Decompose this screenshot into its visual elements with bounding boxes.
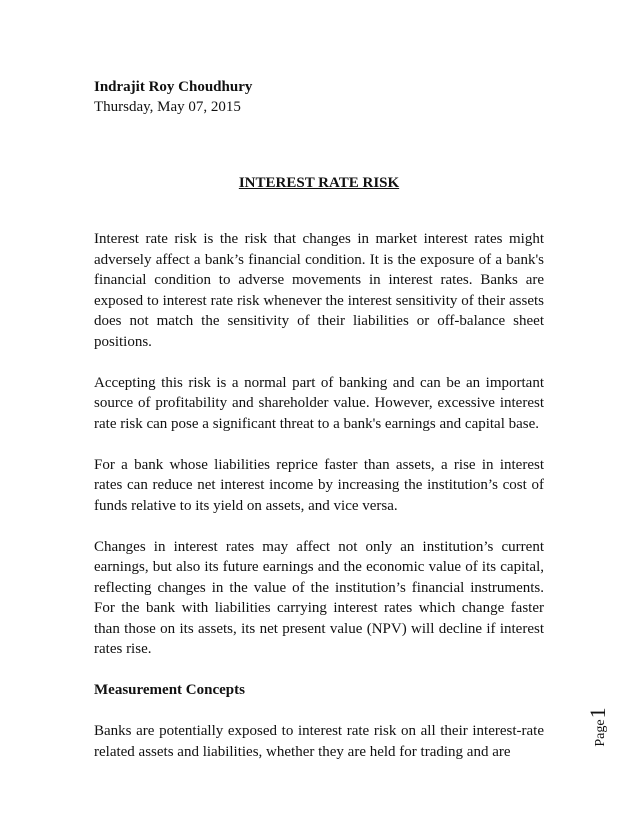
paragraph: For a bank whose liabilities reprice faster than assets, a rise in interest rates can reduce net interest income by increasing the institution’s cost of funds relative to its yield on assets, and vice versa. (94, 456, 544, 514)
document-date: Thursday, May 07, 2015 (94, 99, 241, 115)
page-number-marker (571, 700, 625, 754)
document-title: INTEREST RATE RISK (238, 175, 400, 191)
paragraph: Changes in interest rates may affect not only an institution’s current earnings, but also its future earnings and the economic value of its capital, reflecting changes in the value of the institution’s financial instruments. For the bank with liabilities carrying interest rates which change faster than those on its assets, its net present value (NPV) will decline if interest rates rise. (94, 538, 544, 657)
paragraph: Interest rate risk is the risk that changes in market interest rates might adversely affect a bank’s financial condition. It is the exposure of a bank's financial condition to adverse movements in interest rates. Banks are exposed to interest rate risk whenever the interest sensitivity of their assets does not match the sensitivity of their liabilities or off-balance sheet positions. (94, 231, 544, 350)
section-heading: Measurement Concepts (94, 682, 245, 698)
paragraph: Banks are potentially exposed to interest rate risk on all their interest-rate related assets and liabilities, whether they are held for trading and are (94, 723, 544, 760)
page-number: 1 (585, 707, 610, 719)
author-name: Indrajit Roy Choudhury (94, 79, 253, 95)
page-label: Page (593, 719, 608, 747)
paragraph: Accepting this risk is a normal part of banking and can be an important source of profitability and shareholder value. However, excessive interest rate risk can pose a significant threat to a bank's earnings and capital base. (94, 374, 544, 432)
document-body (94, 229, 544, 783)
